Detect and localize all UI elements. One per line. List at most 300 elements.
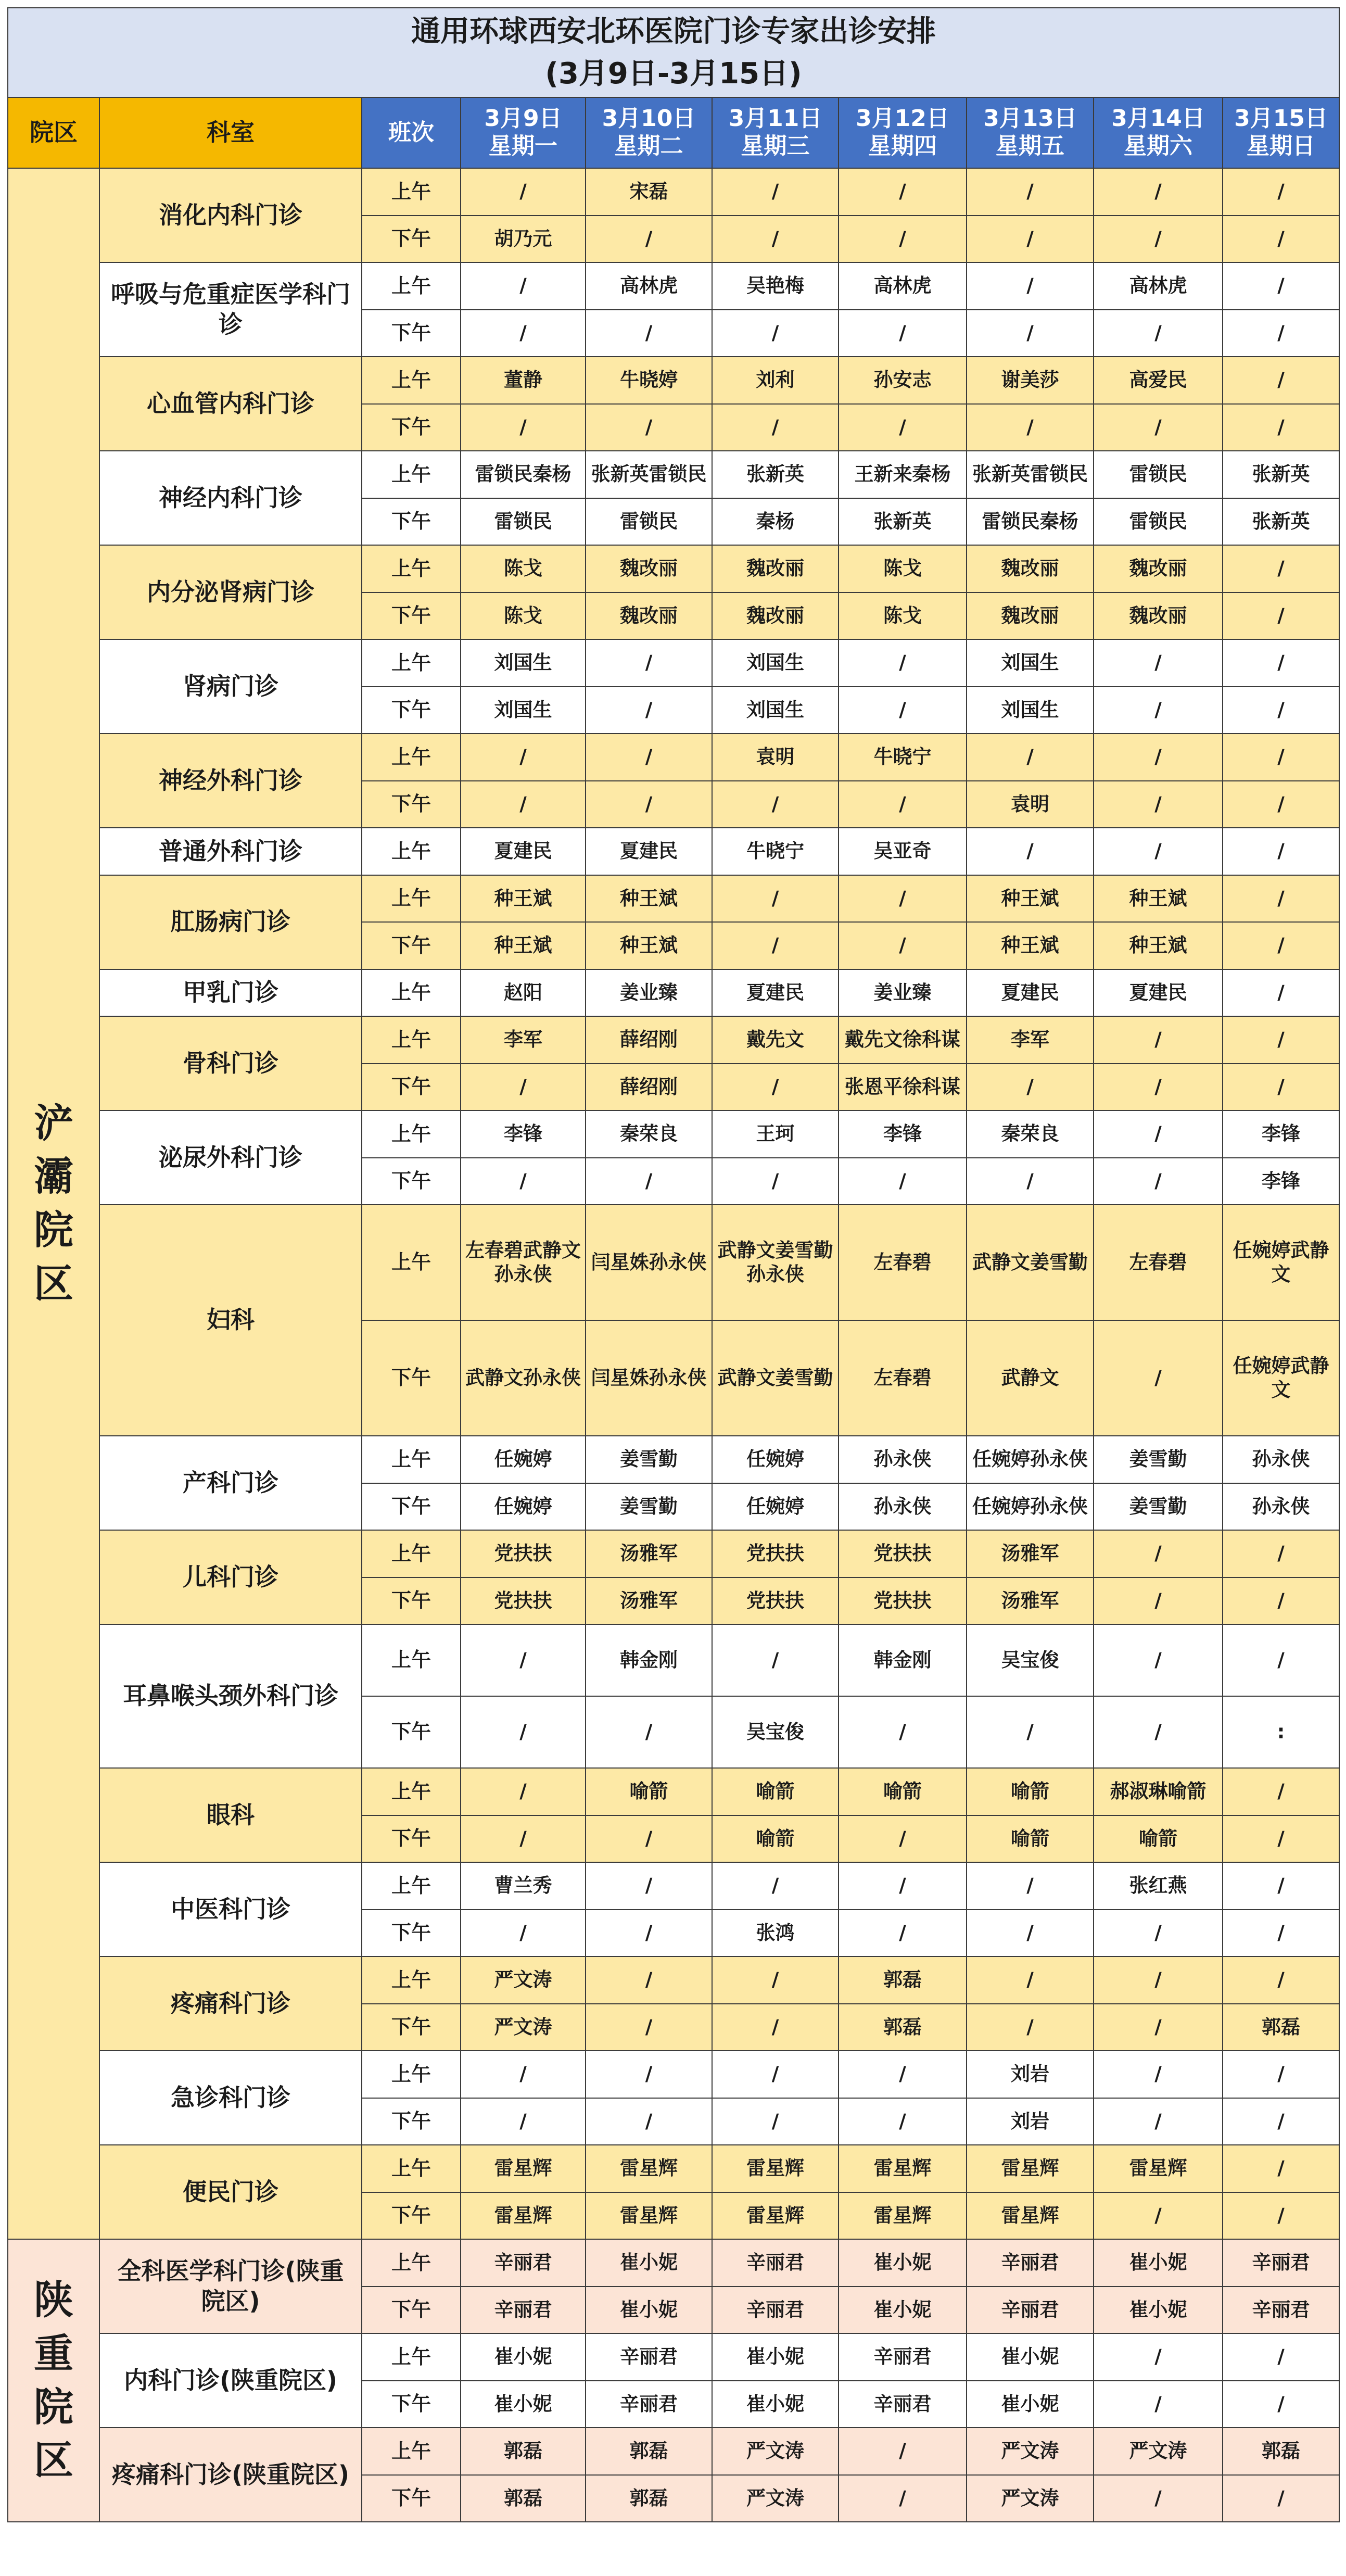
title-line-1: 通用环球西安北环医院门诊专家出诊安排	[411, 14, 936, 48]
schedule-cell: /	[461, 1158, 586, 1205]
schedule-cell: 李锋	[1223, 1158, 1339, 1205]
schedule-cell: /	[586, 1910, 712, 1957]
schedule-row	[8, 2145, 1339, 2192]
schedule-cell: 郭磊	[461, 2428, 586, 2475]
schedule-cell: /	[839, 875, 967, 923]
header-day	[461, 97, 586, 168]
schedule-cell: 吴宝俊	[967, 1624, 1094, 1696]
shift-label: 下午	[362, 498, 461, 546]
schedule-cell: 张新英	[839, 498, 967, 546]
shift-label: 上午	[362, 168, 461, 216]
schedule-cell: 雷锁民秦杨	[461, 451, 586, 498]
schedule-cell: 辛丽君	[967, 2287, 1094, 2334]
schedule-cell: 崔小妮	[839, 2239, 967, 2287]
schedule-cell: 魏改丽	[967, 545, 1094, 592]
schedule-cell: /	[967, 1064, 1094, 1111]
schedule-cell: 张恩平徐科谋	[839, 1064, 967, 1111]
schedule-cell: 党扶扶	[712, 1577, 839, 1625]
schedule-cell: 姜雪勤	[586, 1483, 712, 1531]
schedule-cell: 郭磊	[586, 2475, 712, 2522]
shift-label: 上午	[362, 2428, 461, 2475]
schedule-cell: 刘国生	[461, 639, 586, 687]
schedule-cell: /	[712, 2098, 839, 2145]
schedule-cell: 夏建民	[1094, 969, 1223, 1017]
schedule-cell: /	[967, 1696, 1094, 1768]
schedule-cell: 党扶扶	[839, 1577, 967, 1625]
schedule-cell: /	[1094, 1016, 1223, 1064]
schedule-cell: /	[1094, 828, 1223, 875]
schedule-cell: 高林虎	[839, 262, 967, 310]
schedule-cell: 雷星辉	[839, 2192, 967, 2240]
schedule-cell: /	[461, 1815, 586, 1863]
schedule-cell: 王新来秦杨	[839, 451, 967, 498]
shift-label: 下午	[362, 781, 461, 828]
schedule-cell: 戴先文	[712, 1016, 839, 1064]
schedule-cell: /	[1094, 1320, 1223, 1436]
schedule-cell: 秦杨	[712, 498, 839, 546]
department-name: 内分泌肾病门诊	[99, 545, 362, 639]
schedule-cell: /	[586, 404, 712, 451]
schedule-cell: /	[712, 2004, 839, 2051]
schedule-cell: 郭磊	[1223, 2428, 1339, 2475]
schedule-cell: 种王斌	[586, 922, 712, 969]
title-line-2: (3月9日-3月15日)	[545, 57, 802, 91]
schedule-cell: /	[967, 262, 1094, 310]
schedule-cell: 郭磊	[461, 2475, 586, 2522]
shift-label: 下午	[362, 922, 461, 969]
schedule-cell: 魏改丽	[1094, 592, 1223, 640]
schedule-cell: 崔小妮	[461, 2333, 586, 2381]
schedule-cell: 雷星辉	[586, 2192, 712, 2240]
schedule-cell: /	[967, 1956, 1094, 2004]
schedule-cell: /	[461, 310, 586, 357]
schedule-cell: /	[461, 262, 586, 310]
schedule-cell: 韩金刚	[839, 1624, 967, 1696]
department-name: 骨科门诊	[99, 1016, 362, 1110]
department-name: 心血管内科门诊	[99, 357, 362, 451]
shift-label: 上午	[362, 1110, 461, 1158]
schedule-cell: /	[1223, 922, 1339, 969]
schedule-cell: 雷星辉	[461, 2145, 586, 2192]
schedule-cell: 崔小妮	[1094, 2239, 1223, 2287]
schedule-cell: /	[1223, 2381, 1339, 2428]
schedule-cell: 汤雅军	[586, 1577, 712, 1625]
shift-label: 上午	[362, 875, 461, 923]
schedule-cell: /	[1223, 545, 1339, 592]
schedule-row	[8, 2333, 1339, 2381]
schedule-cell: /	[1094, 2381, 1223, 2428]
schedule-cell: /	[839, 1696, 967, 1768]
schedule-cell: /	[1094, 1530, 1223, 1577]
schedule-table	[7, 7, 1340, 2522]
schedule-cell: 武静文姜雪勤孙永侠	[712, 1205, 839, 1320]
schedule-cell: /	[1223, 2098, 1339, 2145]
schedule-cell: /	[461, 781, 586, 828]
schedule-cell: 喻箭	[712, 1815, 839, 1863]
schedule-cell: /	[1223, 1530, 1339, 1577]
schedule-cell: /	[1223, 1016, 1339, 1064]
schedule-cell: 刘国生	[712, 639, 839, 687]
schedule-cell: /	[712, 1862, 839, 1910]
schedule-cell: 种王斌	[967, 922, 1094, 969]
shift-label: 上午	[362, 357, 461, 404]
schedule-cell: 左春碧武静文孙永侠	[461, 1205, 586, 1320]
schedule-cell: /	[1223, 1624, 1339, 1696]
header-department: 科室	[99, 97, 362, 168]
schedule-row	[8, 1956, 1339, 2004]
shift-label: 下午	[362, 1815, 461, 1863]
shift-label: 下午	[362, 1910, 461, 1957]
schedule-cell: 吴艳梅	[712, 262, 839, 310]
schedule-cell: 崔小妮	[586, 2239, 712, 2287]
schedule-cell: /	[839, 168, 967, 216]
schedule-cell: 武静文姜雪勤	[712, 1320, 839, 1436]
schedule-cell: 汤雅军	[586, 1530, 712, 1577]
schedule-cell: /	[839, 1910, 967, 1957]
schedule-cell: /	[1094, 1624, 1223, 1696]
schedule-cell: /	[1223, 2333, 1339, 2381]
schedule-cell: 姜业臻	[586, 969, 712, 1017]
department-name: 疼痛科门诊(陕重院区)	[99, 2428, 362, 2522]
header-date: 3月12日	[856, 105, 949, 132]
schedule-cell: 张新英	[1223, 451, 1339, 498]
schedule-row	[8, 1768, 1339, 1815]
schedule-cell: 张红燕	[1094, 1862, 1223, 1910]
schedule-cell: 辛丽君	[586, 2333, 712, 2381]
schedule-cell: /	[461, 168, 586, 216]
schedule-cell: /	[1094, 2051, 1223, 2098]
schedule-cell: 陈戈	[461, 545, 586, 592]
schedule-cell: /	[1094, 1064, 1223, 1111]
schedule-cell: 张新英	[712, 451, 839, 498]
schedule-cell: /	[1223, 1910, 1339, 1957]
schedule-cell: /	[967, 310, 1094, 357]
schedule-cell: /	[1223, 357, 1339, 404]
schedule-cell: 崔小妮	[967, 2333, 1094, 2381]
schedule-cell: 任婉婷	[461, 1436, 586, 1483]
shift-label: 上午	[362, 1436, 461, 1483]
schedule-cell: 李锋	[839, 1110, 967, 1158]
schedule-cell: 任婉婷	[712, 1436, 839, 1483]
shift-label: 下午	[362, 1577, 461, 1625]
schedule-cell: /	[967, 734, 1094, 781]
schedule-cell: /	[1094, 2333, 1223, 2381]
department-name: 内科门诊(陕重院区)	[99, 2333, 362, 2428]
schedule-cell: /	[1223, 592, 1339, 640]
schedule-cell: 戴先文徐科谋	[839, 1016, 967, 1064]
schedule-cell: 孙永侠	[839, 1436, 967, 1483]
schedule-row	[8, 262, 1339, 310]
schedule-cell: /	[1223, 216, 1339, 263]
schedule-cell: 郭磊	[1223, 2004, 1339, 2051]
schedule-cell: /	[586, 781, 712, 828]
schedule-cell: /	[839, 1815, 967, 1863]
schedule-cell: 喻箭	[712, 1768, 839, 1815]
schedule-cell: 崔小妮	[461, 2381, 586, 2428]
schedule-cell: 辛丽君	[1223, 2239, 1339, 2287]
schedule-cell: 党扶扶	[839, 1530, 967, 1577]
shift-label: 下午	[362, 2381, 461, 2428]
department-name: 神经内科门诊	[99, 451, 362, 545]
header-day	[839, 97, 967, 168]
shift-label: 下午	[362, 1064, 461, 1111]
schedule-cell: /	[1094, 2004, 1223, 2051]
shift-label: 下午	[362, 1158, 461, 1205]
schedule-cell: 刘国生	[461, 687, 586, 734]
schedule-cell: 辛丽君	[586, 2381, 712, 2428]
schedule-cell: 夏建民	[461, 828, 586, 875]
shift-label: 上午	[362, 1530, 461, 1577]
schedule-cell: 辛丽君	[461, 2287, 586, 2334]
schedule-cell: /	[1094, 2475, 1223, 2522]
schedule-cell: /	[712, 1158, 839, 1205]
schedule-cell: 宋磊	[586, 168, 712, 216]
schedule-cell: 张鸿	[712, 1910, 839, 1957]
schedule-cell: 魏改丽	[712, 592, 839, 640]
schedule-cell: /	[712, 168, 839, 216]
schedule-cell: 夏建民	[586, 828, 712, 875]
shift-label: 上午	[362, 2333, 461, 2381]
schedule-cell: /	[1223, 404, 1339, 451]
shift-label: 下午	[362, 2192, 461, 2240]
schedule-cell: 刘国生	[967, 639, 1094, 687]
shift-label: 下午	[362, 216, 461, 263]
schedule-cell: 武静文孙永侠	[461, 1320, 586, 1436]
schedule-cell: /	[586, 1956, 712, 2004]
schedule-cell: 牛晓宁	[839, 734, 967, 781]
schedule-cell: 严文涛	[1094, 2428, 1223, 2475]
schedule-cell: 汤雅军	[967, 1577, 1094, 1625]
schedule-cell: 党扶扶	[461, 1577, 586, 1625]
schedule-row	[8, 2428, 1339, 2475]
schedule-cell: 武静文	[967, 1320, 1094, 1436]
schedule-cell: /	[712, 404, 839, 451]
schedule-cell: /	[461, 1696, 586, 1768]
schedule-cell: 雷锁民	[461, 498, 586, 546]
department-name: 呼吸与危重症医学科门诊	[99, 262, 362, 357]
header-weekday: 星期二	[614, 133, 683, 159]
schedule-cell: 吴宝俊	[712, 1696, 839, 1768]
schedule-cell: /	[1094, 1577, 1223, 1625]
schedule-cell: 闫星姝孙永侠	[586, 1205, 712, 1320]
schedule-cell: /	[586, 2098, 712, 2145]
schedule-cell: /	[1223, 639, 1339, 687]
schedule-cell: /	[839, 2051, 967, 2098]
campus-name: 浐 灞 院 区	[8, 168, 99, 2239]
schedule-cell: 任婉婷	[712, 1483, 839, 1531]
schedule-cell: /	[1094, 781, 1223, 828]
schedule-cell: 辛丽君	[839, 2381, 967, 2428]
schedule-cell: /	[1223, 687, 1339, 734]
schedule-cell: 雷锁民	[586, 498, 712, 546]
shift-label: 上午	[362, 2145, 461, 2192]
department-name: 泌尿外科门诊	[99, 1110, 362, 1205]
schedule-cell: 薛绍刚	[586, 1016, 712, 1064]
schedule-cell: /	[967, 216, 1094, 263]
schedule-cell: /	[712, 781, 839, 828]
schedule-cell: /	[1094, 1158, 1223, 1205]
header-date: 3月13日	[983, 105, 1077, 132]
department-name: 眼科	[99, 1768, 362, 1862]
schedule-cell: /	[1223, 1577, 1339, 1625]
shift-label: 上午	[362, 1624, 461, 1696]
schedule-cell: /	[839, 639, 967, 687]
header-weekday: 星期五	[996, 133, 1064, 159]
schedule-row	[8, 1530, 1339, 1577]
schedule-cell: /	[1094, 687, 1223, 734]
schedule-cell: 崔小妮	[1094, 2287, 1223, 2334]
schedule-cell: 严文涛	[461, 2004, 586, 2051]
schedule-cell: 崔小妮	[839, 2287, 967, 2334]
schedule-cell: 陈戈	[461, 592, 586, 640]
schedule-cell: 秦荣良	[586, 1110, 712, 1158]
schedule-cell: 夏建民	[712, 969, 839, 1017]
department-name: 产科门诊	[99, 1436, 362, 1530]
schedule-cell: 喻箭	[586, 1768, 712, 1815]
schedule-cell: 孙永侠	[1223, 1483, 1339, 1531]
schedule-cell: 左春碧	[839, 1205, 967, 1320]
schedule-cell: /	[586, 2051, 712, 2098]
department-name: 耳鼻喉头颈外科门诊	[99, 1624, 362, 1768]
schedule-cell: 刘利	[712, 357, 839, 404]
schedule-cell: /	[1223, 734, 1339, 781]
schedule-cell: /	[839, 687, 967, 734]
schedule-cell: 袁明	[712, 734, 839, 781]
department-name: 儿科门诊	[99, 1530, 362, 1624]
schedule-cell: /	[1223, 828, 1339, 875]
shift-label: 上午	[362, 262, 461, 310]
shift-label: 上午	[362, 734, 461, 781]
schedule-cell: 严文涛	[712, 2475, 839, 2522]
schedule-cell: 李锋	[461, 1110, 586, 1158]
schedule-cell: /	[1223, 1064, 1339, 1111]
schedule-cell: 张新英雷锁民	[967, 451, 1094, 498]
schedule-cell: 种王斌	[461, 875, 586, 923]
schedule-cell: /	[967, 1158, 1094, 1205]
schedule-cell: /	[1223, 1956, 1339, 2004]
schedule-cell: 李军	[461, 1016, 586, 1064]
schedule-cell: 吴亚奇	[839, 828, 967, 875]
header-shift: 班次	[362, 97, 461, 168]
schedule-cell: 雷锁民	[1094, 451, 1223, 498]
schedule-cell: 辛丽君	[1223, 2287, 1339, 2334]
schedule-cell: /	[839, 2098, 967, 2145]
schedule-cell: 左春碧	[839, 1320, 967, 1436]
schedule-cell: 王珂	[712, 1110, 839, 1158]
schedule-cell: /	[1223, 262, 1339, 310]
schedule-cell: 陈戈	[839, 545, 967, 592]
schedule-cell: 雷星辉	[967, 2192, 1094, 2240]
schedule-cell: /	[586, 1158, 712, 1205]
header-date: 3月14日	[1111, 105, 1205, 132]
schedule-cell: /	[712, 875, 839, 923]
schedule-row	[8, 875, 1339, 923]
schedule-cell: 辛丽君	[839, 2333, 967, 2381]
schedule-cell: /	[586, 2004, 712, 2051]
schedule-cell: /	[586, 310, 712, 357]
schedule-cell: 陈戈	[839, 592, 967, 640]
department-name: 妇科	[99, 1205, 362, 1436]
shift-label: 下午	[362, 2098, 461, 2145]
schedule-row	[8, 2239, 1339, 2287]
schedule-cell: /	[1094, 1696, 1223, 1768]
shift-label: 上午	[362, 828, 461, 875]
shift-label: 下午	[362, 2475, 461, 2522]
schedule-cell: /	[839, 404, 967, 451]
schedule-row	[8, 1016, 1339, 1064]
schedule-cell: /	[1223, 2051, 1339, 2098]
page-title	[8, 8, 1339, 97]
shift-label: 上午	[362, 1205, 461, 1320]
schedule-cell: /	[1223, 1768, 1339, 1815]
schedule-cell: 胡乃元	[461, 216, 586, 263]
schedule-cell: /	[461, 734, 586, 781]
schedule-cell: /	[1094, 1110, 1223, 1158]
department-name: 全科医学科门诊(陕重院区)	[99, 2239, 362, 2333]
schedule-row	[8, 969, 1339, 1017]
schedule-cell: /	[461, 2098, 586, 2145]
header-weekday: 星期日	[1247, 133, 1316, 159]
shift-label: 下午	[362, 1483, 461, 1531]
schedule-cell: 党扶扶	[712, 1530, 839, 1577]
schedule-cell: /	[586, 1815, 712, 1863]
campus-name: 陕 重 院 区	[8, 2239, 99, 2522]
schedule-cell: /	[1094, 1956, 1223, 2004]
schedule-row	[8, 734, 1339, 781]
schedule-cell: /	[967, 404, 1094, 451]
schedule-cell: 郭磊	[839, 2004, 967, 2051]
schedule-cell: /	[839, 2428, 967, 2475]
schedule-row	[8, 451, 1339, 498]
header-weekday: 星期六	[1124, 133, 1192, 159]
schedule-cell: /	[839, 216, 967, 263]
schedule-cell: 孙安志	[839, 357, 967, 404]
schedule-cell: 雷锁民秦杨	[967, 498, 1094, 546]
shift-label: 下午	[362, 592, 461, 640]
header-date: 3月10日	[602, 105, 696, 132]
schedule-cell: 喻箭	[967, 1815, 1094, 1863]
schedule-cell: /	[461, 1910, 586, 1957]
schedule-row	[8, 2051, 1339, 2098]
schedule-cell: 任婉婷武静文	[1223, 1205, 1339, 1320]
schedule-cell: 崔小妮	[712, 2333, 839, 2381]
schedule-cell: 喻箭	[1094, 1815, 1223, 1863]
schedule-cell: 雷星辉	[967, 2145, 1094, 2192]
schedule-row	[8, 545, 1339, 592]
header-weekday: 星期四	[868, 133, 937, 159]
schedule-cell: 刘岩	[967, 2098, 1094, 2145]
department-name: 疼痛科门诊	[99, 1956, 362, 2051]
schedule-cell: 党扶扶	[461, 1530, 586, 1577]
schedule-cell: 姜雪勤	[1094, 1483, 1223, 1531]
schedule-cell: 任婉婷孙永侠	[967, 1483, 1094, 1531]
schedule-cell: 雷锁民	[1094, 498, 1223, 546]
schedule-cell: 秦荣良	[967, 1110, 1094, 1158]
schedule-cell: 孙永侠	[839, 1483, 967, 1531]
schedule-cell: 严文涛	[712, 2428, 839, 2475]
schedule-cell: 董静	[461, 357, 586, 404]
schedule-cell: 任婉婷武静文	[1223, 1320, 1339, 1436]
schedule-cell: 崔小妮	[712, 2381, 839, 2428]
schedule-cell: 张新英雷锁民	[586, 451, 712, 498]
schedule-cell: 种王斌	[461, 922, 586, 969]
schedule-cell: /	[712, 922, 839, 969]
schedule-cell: 雷星辉	[839, 2145, 967, 2192]
schedule-cell: 雷星辉	[712, 2192, 839, 2240]
shift-label: 上午	[362, 969, 461, 1017]
schedule-cell: /	[839, 781, 967, 828]
schedule-cell: 种王斌	[1094, 922, 1223, 969]
